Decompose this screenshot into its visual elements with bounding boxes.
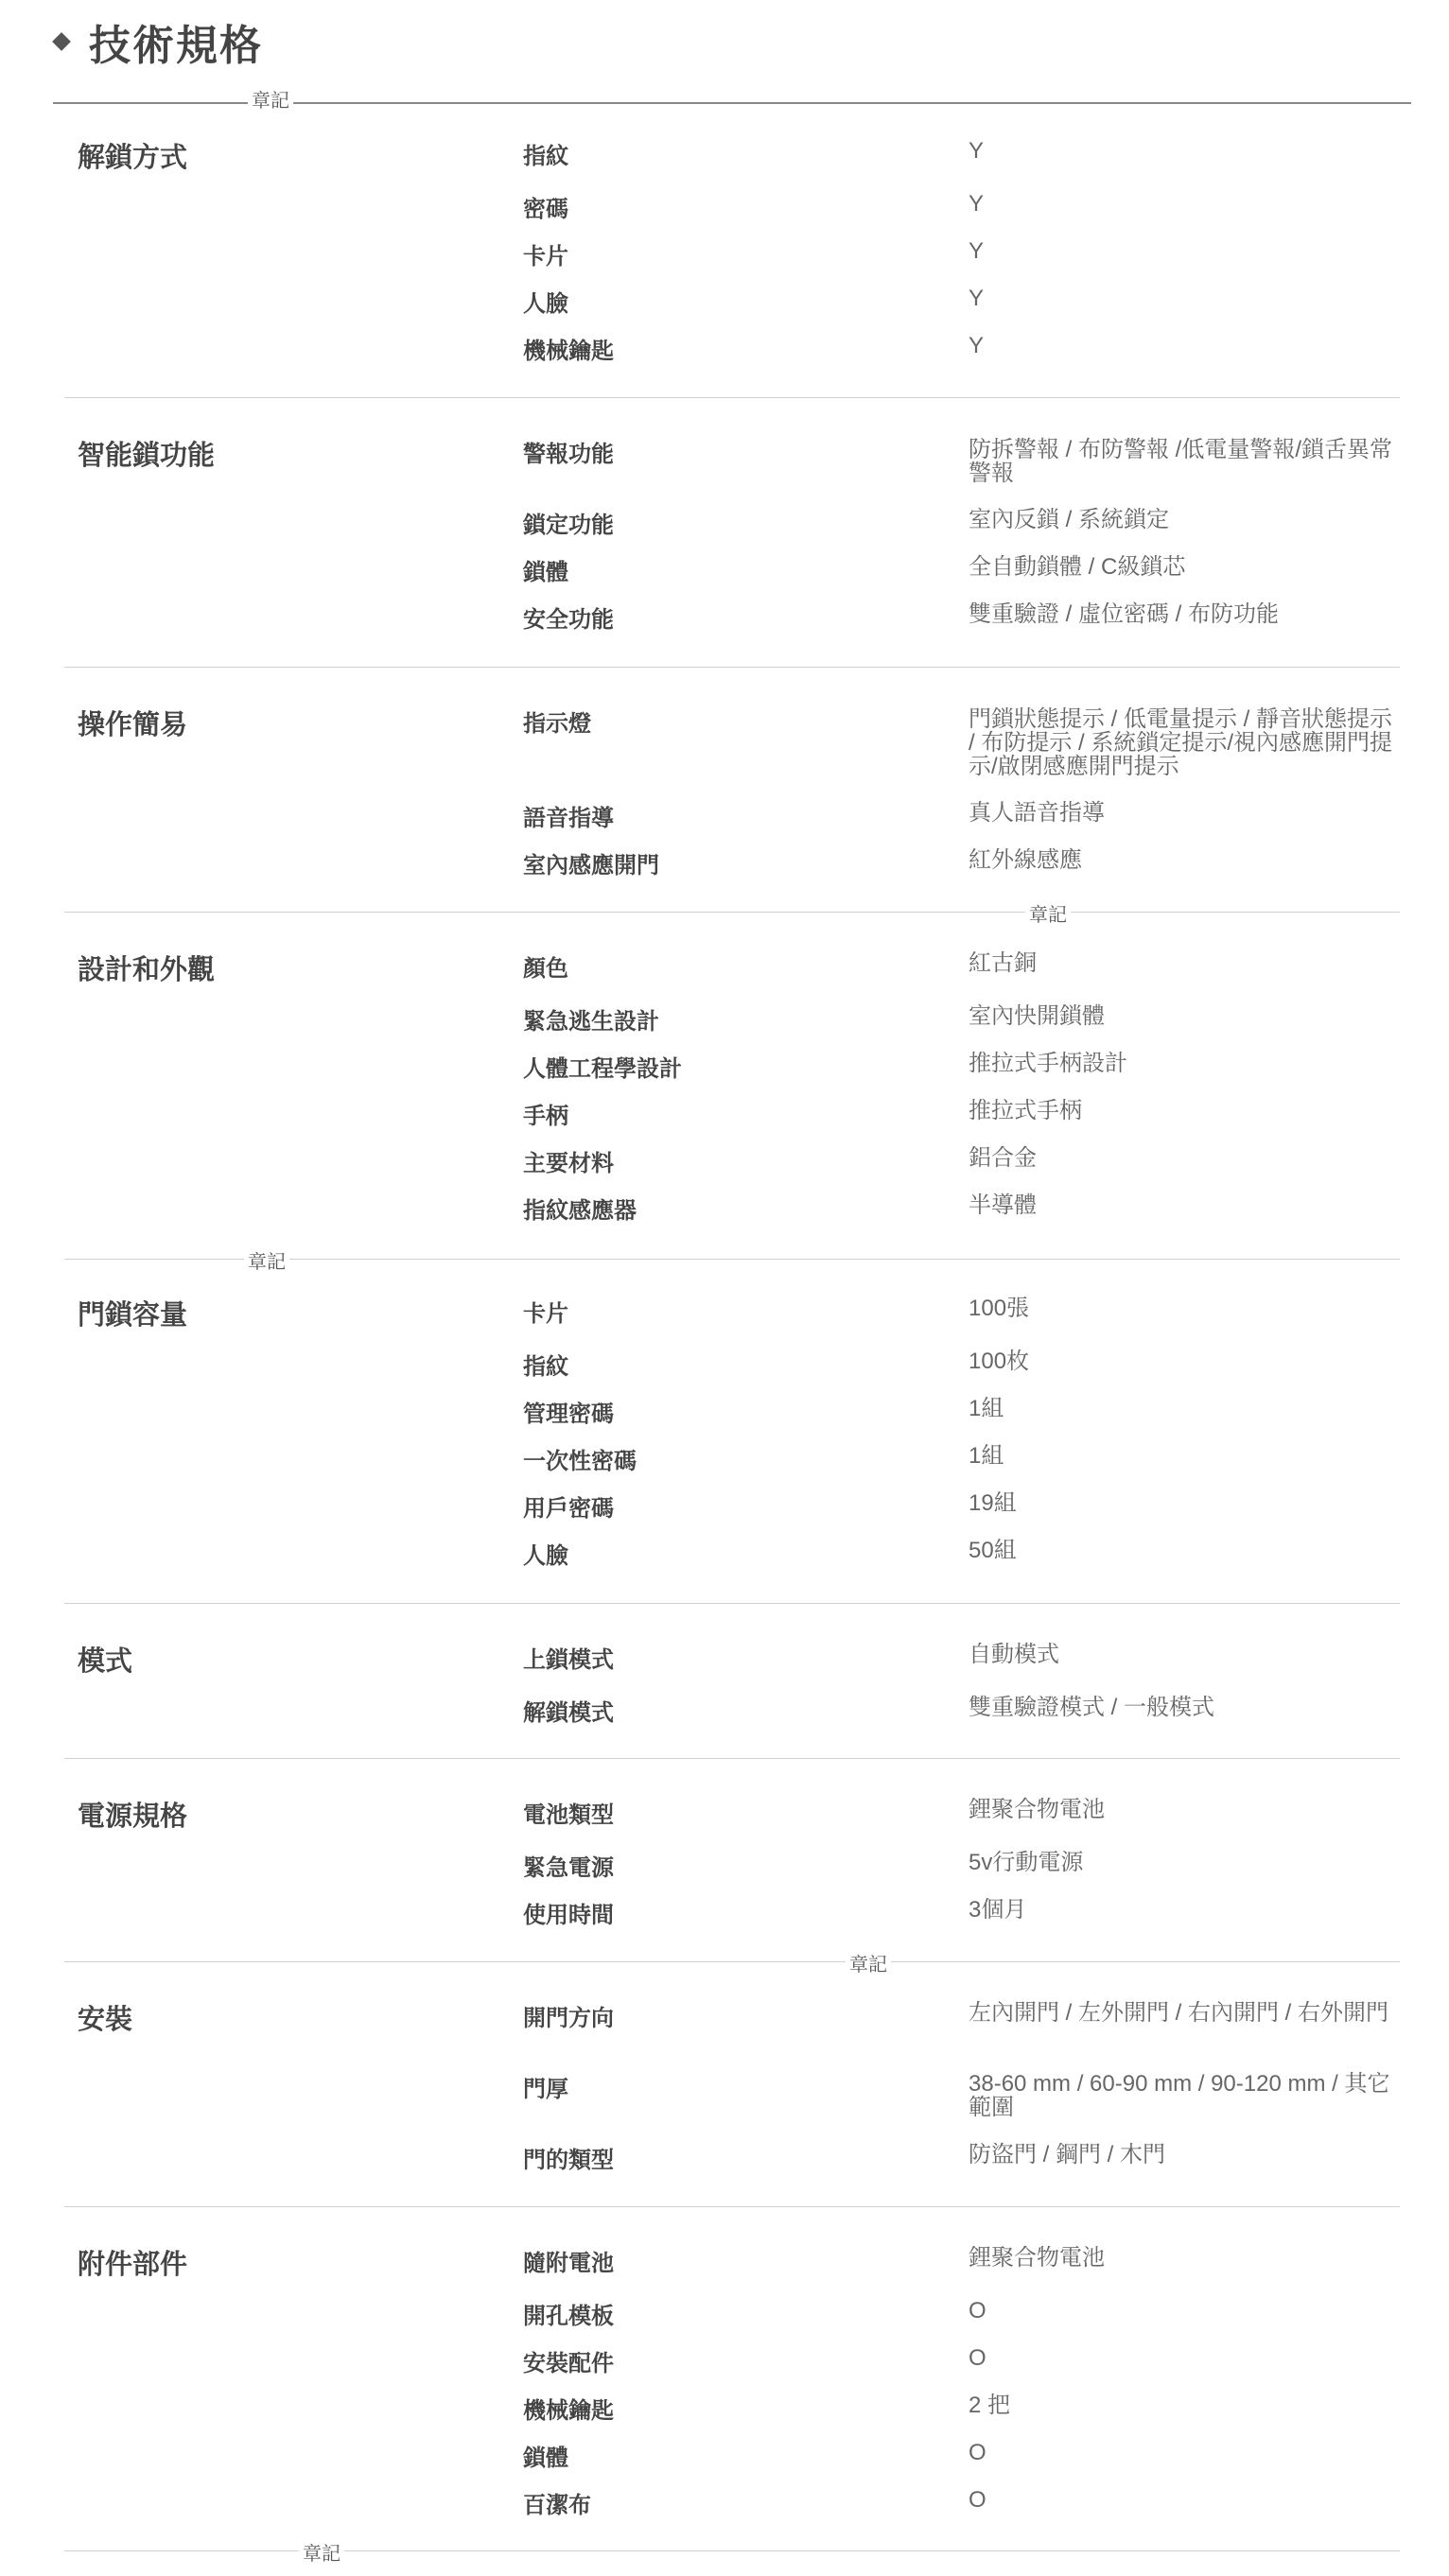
- section-divider: [64, 1758, 1400, 1759]
- spec-label: 指示燈: [523, 711, 591, 737]
- spec-value: O: [969, 2440, 986, 2465]
- spec-label: 門的類型: [523, 2148, 614, 2173]
- spec-value: 紅外線感應: [969, 847, 1082, 873]
- spec-value: 38-60 mm / 60-90 mm / 90-120 mm / 其它範圍: [969, 2071, 1390, 2120]
- diamond-bullet-icon: [52, 32, 71, 51]
- section-title-modes: 模式: [78, 1646, 133, 1677]
- spec-value: 50組: [969, 1538, 1017, 1563]
- spec-value: Y: [969, 191, 985, 217]
- spec-label: 鎖體: [523, 2445, 568, 2471]
- spec-value: 5v行動電源: [969, 1850, 1084, 1875]
- spec-value: 室內反鎖 / 系統鎖定: [969, 507, 1170, 532]
- spec-label: 指紋: [523, 144, 568, 169]
- spec-value: 室內快開鎖體: [969, 1003, 1105, 1029]
- spec-label: 上鎖模式: [523, 1647, 614, 1673]
- stamp-mark: 章記: [846, 1949, 891, 1976]
- section-title-installation: 安裝: [78, 2005, 133, 2035]
- section-title-accessories: 附件部件: [78, 2250, 188, 2280]
- spec-label: 人臉: [523, 1543, 568, 1569]
- spec-label: 解鎖模式: [523, 1700, 614, 1726]
- spec-value: 門鎖狀態提示 / 低電量提示 / 靜音狀態提示 / 布防提示 / 系統鎖定提示/視內感應開門提示/啟閉感應開門提示: [969, 706, 1393, 779]
- spec-value: 雙重驗證模式 / 一般模式: [969, 1695, 1215, 1720]
- spec-label: 主要材料: [523, 1151, 614, 1176]
- spec-value: 左內開門 / 左外開門 / 右內開門 / 右外開門: [969, 2000, 1389, 2026]
- spec-value: 100張: [969, 1296, 1030, 1321]
- spec-value: Y: [969, 333, 985, 358]
- page-title: 技術規格: [89, 23, 263, 69]
- spec-label: 一次性密碼: [523, 1449, 637, 1474]
- section-divider: [64, 2550, 1400, 2551]
- page-heading: [55, 13, 263, 70]
- spec-value: 防拆警報 / 布防警報 /低電量警報/鎖舌異常警報: [969, 437, 1393, 486]
- spec-label: 指紋感應器: [523, 1198, 637, 1224]
- spec-label: 電池類型: [523, 1802, 614, 1828]
- spec-value: 真人語音指導: [969, 800, 1105, 826]
- spec-label: 緊急逃生設計: [523, 1009, 659, 1035]
- section-title-unlock-methods: 解鎖方式: [78, 143, 188, 173]
- spec-label: 安全功能: [523, 607, 614, 633]
- section-divider: [64, 912, 1400, 913]
- spec-value: 雙重驗證 / 虛位密碼 / 布防功能: [969, 601, 1280, 627]
- spec-value: O: [969, 2487, 986, 2513]
- spec-value: O: [969, 2345, 986, 2371]
- spec-label: 人體工程學設計: [523, 1056, 682, 1082]
- section-title-smart-lock: 智能鎖功能: [78, 441, 216, 471]
- stamp-mark: 章記: [248, 85, 293, 113]
- spec-label: 管理密碼: [523, 1401, 614, 1427]
- spec-label: 語音指導: [523, 806, 614, 831]
- spec-value: 2 把: [969, 2393, 1011, 2418]
- stamp-mark: 章記: [1025, 899, 1071, 927]
- spec-value: Y: [969, 138, 985, 164]
- spec-label: 卡片: [523, 244, 568, 270]
- spec-value: 防盜門 / 鋼門 / 木門: [969, 2142, 1166, 2167]
- spec-label: 用戶密碼: [523, 1496, 614, 1522]
- spec-value: 鋁合金: [969, 1145, 1037, 1171]
- spec-value: Y: [969, 238, 985, 264]
- spec-label: 手柄: [523, 1104, 568, 1129]
- section-divider: [64, 1961, 1400, 1962]
- spec-label: 開孔模板: [523, 2304, 614, 2329]
- spec-value: 19組: [969, 1490, 1017, 1516]
- section-divider: [64, 667, 1400, 668]
- spec-label: 隨附電池: [523, 2251, 614, 2276]
- spec-value: 紅古銅: [969, 950, 1037, 976]
- spec-value: O: [969, 2298, 986, 2324]
- section-title-design: 設計和外觀: [78, 955, 216, 985]
- section-title-capacity: 門鎖容量: [78, 1300, 188, 1331]
- spec-label: 指紋: [523, 1354, 568, 1380]
- stamp-mark: 章記: [299, 2538, 344, 2566]
- section-title-power: 電源規格: [78, 1801, 188, 1832]
- spec-label: 鎖體: [523, 560, 568, 585]
- spec-value: 自動模式: [969, 1642, 1059, 1667]
- section-title-easy-operation: 操作簡易: [78, 710, 188, 740]
- spec-value: 鋰聚合物電池: [969, 2245, 1105, 2271]
- spec-label: 緊急電源: [523, 1855, 614, 1881]
- spec-value: 1組: [969, 1443, 1004, 1469]
- spec-value: 100枚: [969, 1349, 1030, 1374]
- spec-value: 1組: [969, 1396, 1004, 1421]
- spec-value: Y: [969, 286, 985, 311]
- section-divider: [64, 397, 1400, 398]
- spec-value: 鋰聚合物電池: [969, 1797, 1105, 1822]
- section-divider: [64, 1603, 1400, 1604]
- spec-label: 門厚: [523, 2077, 568, 2102]
- spec-label: 開門方向: [523, 2006, 614, 2031]
- spec-label: 室內感應開門: [523, 853, 659, 879]
- spec-value: 全自動鎖體 / C級鎖芯: [969, 554, 1186, 580]
- spec-label: 卡片: [523, 1301, 568, 1327]
- spec-label: 機械鑰匙: [523, 339, 614, 364]
- spec-value: 半導體: [969, 1192, 1037, 1218]
- spec-label: 機械鑰匙: [523, 2398, 614, 2424]
- spec-label: 安裝配件: [523, 2351, 614, 2376]
- spec-label: 人臉: [523, 291, 568, 317]
- spec-label: 使用時間: [523, 1903, 614, 1928]
- spec-label: 百潔布: [523, 2493, 591, 2518]
- spec-label: 顏色: [523, 956, 568, 982]
- spec-value: 推拉式手柄: [969, 1098, 1082, 1123]
- spec-value: 3個月: [969, 1897, 1027, 1923]
- spec-label: 鎖定功能: [523, 513, 614, 538]
- spec-value: 推拉式手柄設計: [969, 1051, 1127, 1076]
- spec-label: 密碼: [523, 197, 568, 222]
- stamp-mark: 章記: [244, 1246, 289, 1274]
- section-divider: [64, 2206, 1400, 2207]
- spec-label: 警報功能: [523, 442, 614, 467]
